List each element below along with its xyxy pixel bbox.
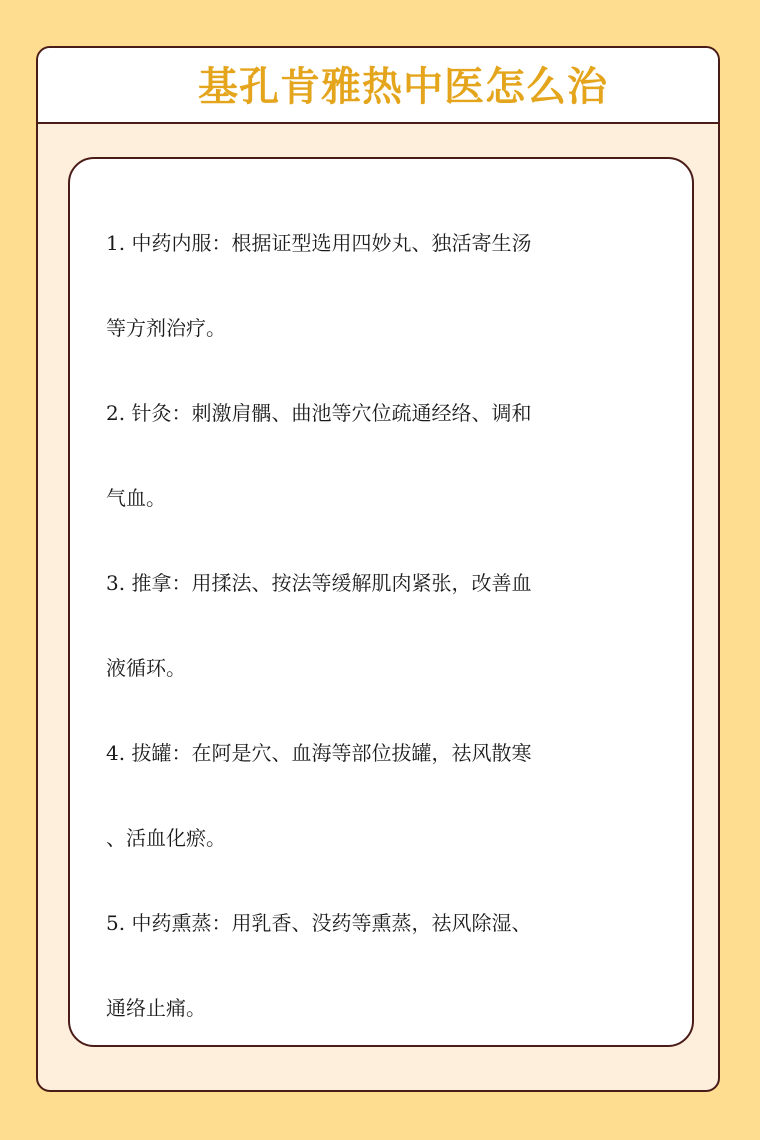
item-number: 3. — [106, 571, 126, 595]
item-number: 1. — [106, 231, 126, 255]
list-item-line — [106, 711, 666, 796]
list-item-2 — [106, 371, 666, 541]
list-item-3 — [106, 541, 666, 711]
item-text: 拔罐：在阿是穴、血海等部位拔罐，祛风散寒 — [125, 741, 532, 765]
list-item-line: 等方剂治疗。 — [106, 316, 226, 340]
outer-card — [36, 46, 720, 1092]
item-number: 4. — [106, 741, 126, 765]
item-number: 5. — [106, 911, 126, 935]
item-text: 中药熏蒸：用乳香、没药等熏蒸，祛风除湿、 — [125, 911, 532, 935]
list-item-line: 、活血化瘀。 — [106, 826, 226, 850]
list-item-5 — [106, 881, 666, 1051]
list-item-1 — [106, 201, 666, 371]
list-item-line: 气血。 — [106, 486, 166, 510]
list-item-4 — [106, 711, 666, 881]
content-card — [68, 157, 694, 1047]
list-item-line — [106, 201, 666, 286]
list-item-line — [106, 371, 666, 456]
list-item-line: 液循环。 — [106, 656, 186, 680]
item-number: 2. — [106, 401, 126, 425]
item-text: 中药内服：根据证型选用四妙丸、独活寄生汤 — [125, 231, 532, 255]
list-item-line — [106, 541, 666, 626]
page-title: 基孔肯雅热中医怎么治 — [198, 64, 608, 110]
treatment-list — [106, 201, 666, 1051]
item-text: 推拿：用揉法、按法等缓解肌肉紧张，改善血 — [125, 571, 532, 595]
title-bar — [38, 48, 718, 124]
list-item-line — [106, 881, 666, 966]
item-text: 针灸：刺激肩髃、曲池等穴位疏通经络、调和 — [125, 401, 532, 425]
list-item-line: 通络止痛。 — [106, 996, 206, 1020]
